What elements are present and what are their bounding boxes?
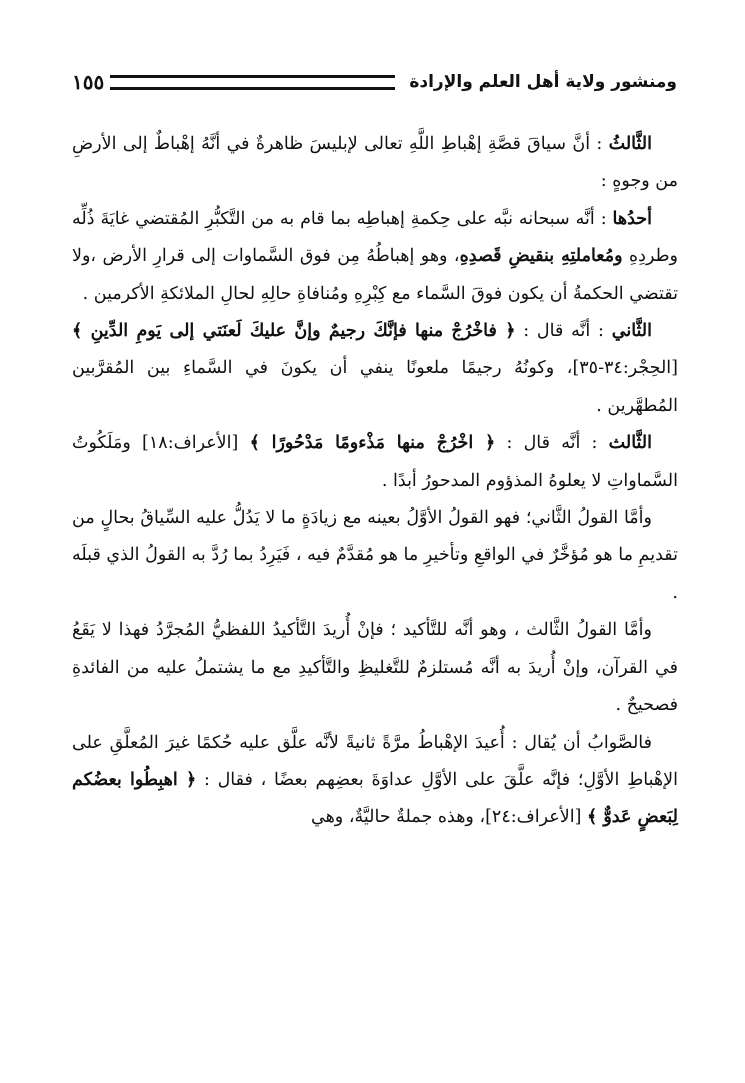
paragraph-third-reason bbox=[72, 126, 678, 201]
quran-verse: ﴿ اهبِطُوا بعضُكم لِبَعضٍ عَدوٌّ ﴾ bbox=[72, 769, 678, 828]
quran-verse: ﴿ فاخْرُجْ منها فإنَّكَ رجيمٌ وإنَّ عليكَ لَعنَتي إلى يَومِ الدِّينِ ﴾ bbox=[72, 321, 516, 342]
paragraph-text: : أنَّه سبحانه نبَّه على حِكمةِ إهباطِه بما قام به من التَّكبُّرِ المُقتضي غايَةَ ذُلِّه وطردِهِ bbox=[72, 208, 678, 267]
paragraph-text-continued: ، وهذه جملةٌ حاليَّةٌ، وهي bbox=[310, 807, 486, 828]
paragraph-text-continued: ومَلَكُوتُ السَّماواتِ لا يعلوهُ المذؤوم المدحورُ أبدًا . bbox=[72, 433, 678, 491]
paragraph-text: : أنَّ سياقَ قصَّةِ إهْباطِ اللَّهِ تعالى لإبليسَ ظاهرةٌ في أنَّهُ إهْباطٌ إلى الأرضِ من وجوهٍ : bbox=[72, 134, 678, 192]
paragraph-text-continued: ، وهو إهباطُهُ مِن فوق السَّماوات إلى قرارِ الأرض ،ولا تقتضي الحكمةُ أن يكون فوقَ السَّماء مع كِبْرِهِ ومُنافاةِ حالِهِ لحالِ الملائكةِ الأكرمين . bbox=[72, 246, 678, 304]
quran-verse: ﴿ اخْرُجْ منها مَذْءومًا مَدْحُورًا ﴾ bbox=[249, 433, 496, 454]
paragraph-lead: أحدُها bbox=[612, 208, 652, 229]
paragraph-third-opinion bbox=[72, 612, 678, 724]
paragraph-lead: الثَّاني bbox=[611, 321, 652, 342]
verse-citation: [الأعراف:٢٤] bbox=[485, 807, 582, 828]
paragraph-text: وأمَّا القولُ الثَّالث ، وهو أنَّه للتَّأكيد ؛ فإنْ أُريدَ التَّأكيدُ اللفظيُّ المُجرَّدُ فهذا لا يَقَعُ في القرآن، وإنْ أُريدَ به أنَّه مُستلزمٌ للتَّغليظِ والتَّأكيدِ مع ما يشتملُ عليه من الفائدةِ فصحيحٌ . bbox=[72, 620, 678, 716]
emphasized-phrase: ومُعاملتِهِ بنقيضِ قَصدِهِ bbox=[459, 246, 623, 267]
paragraph-intro: : أنَّه قال : bbox=[523, 321, 604, 342]
paragraph-text: فالصَّوابُ أن يُقال : أُعيدَ الإهْباطُ مرَّةً ثانيةً لأنَّه علَّق عليه حُكمًا غيرَ المُعلَّقِ على الإهْباطِ الأوَّلِ؛ فإنَّه علَّقَ على الأوَّلِ عداوَةَ بعضِهم بعضًا ، فقال : bbox=[72, 732, 678, 790]
page-header bbox=[72, 62, 677, 102]
paragraph-text-continued: ، وكونُهُ رجيمًا ملعونًا ينفي أن يكونَ في السَّماءِ بين المُقرَّبين المُطهَّرين . bbox=[72, 358, 678, 416]
paragraph-second-aspect bbox=[72, 313, 678, 425]
paragraph-lead: الثَّالثُ bbox=[608, 134, 652, 154]
paragraph-lead: الثَّالث bbox=[608, 433, 652, 454]
paragraph-third-aspect bbox=[72, 425, 678, 500]
header-rule bbox=[110, 75, 395, 90]
main-text bbox=[72, 126, 678, 837]
paragraph-second-opinion bbox=[72, 500, 678, 612]
paragraph-intro: : أنَّه قال : bbox=[506, 433, 598, 454]
paragraph-text: وأمَّا القولُ الثَّاني؛ فهو القولُ الأوَّلُ بعينه مع زيادَةٍ ما لا يَدُلُّ عليه السِّياقُ بحالٍ من تقديمِ ما هو مُؤخَّرٌ في الواقعِ وتأخيرِ ما هو مُقدَّمٌ فيه ، فَيَرِدُ بما رُدَّ به القولُ الذي قبلَه . bbox=[72, 508, 678, 603]
verse-citation: [الأعراف:١٨] bbox=[142, 433, 239, 454]
paragraph-first-aspect bbox=[72, 201, 678, 313]
verse-citation: [الحِجْر:٣٤-٣٥] bbox=[572, 358, 678, 379]
page-number: ١٥٥ bbox=[72, 70, 105, 94]
paragraph-correct-view bbox=[72, 725, 678, 837]
running-title: ومنشور ولاية أهل العلم والإرادة bbox=[409, 72, 677, 92]
